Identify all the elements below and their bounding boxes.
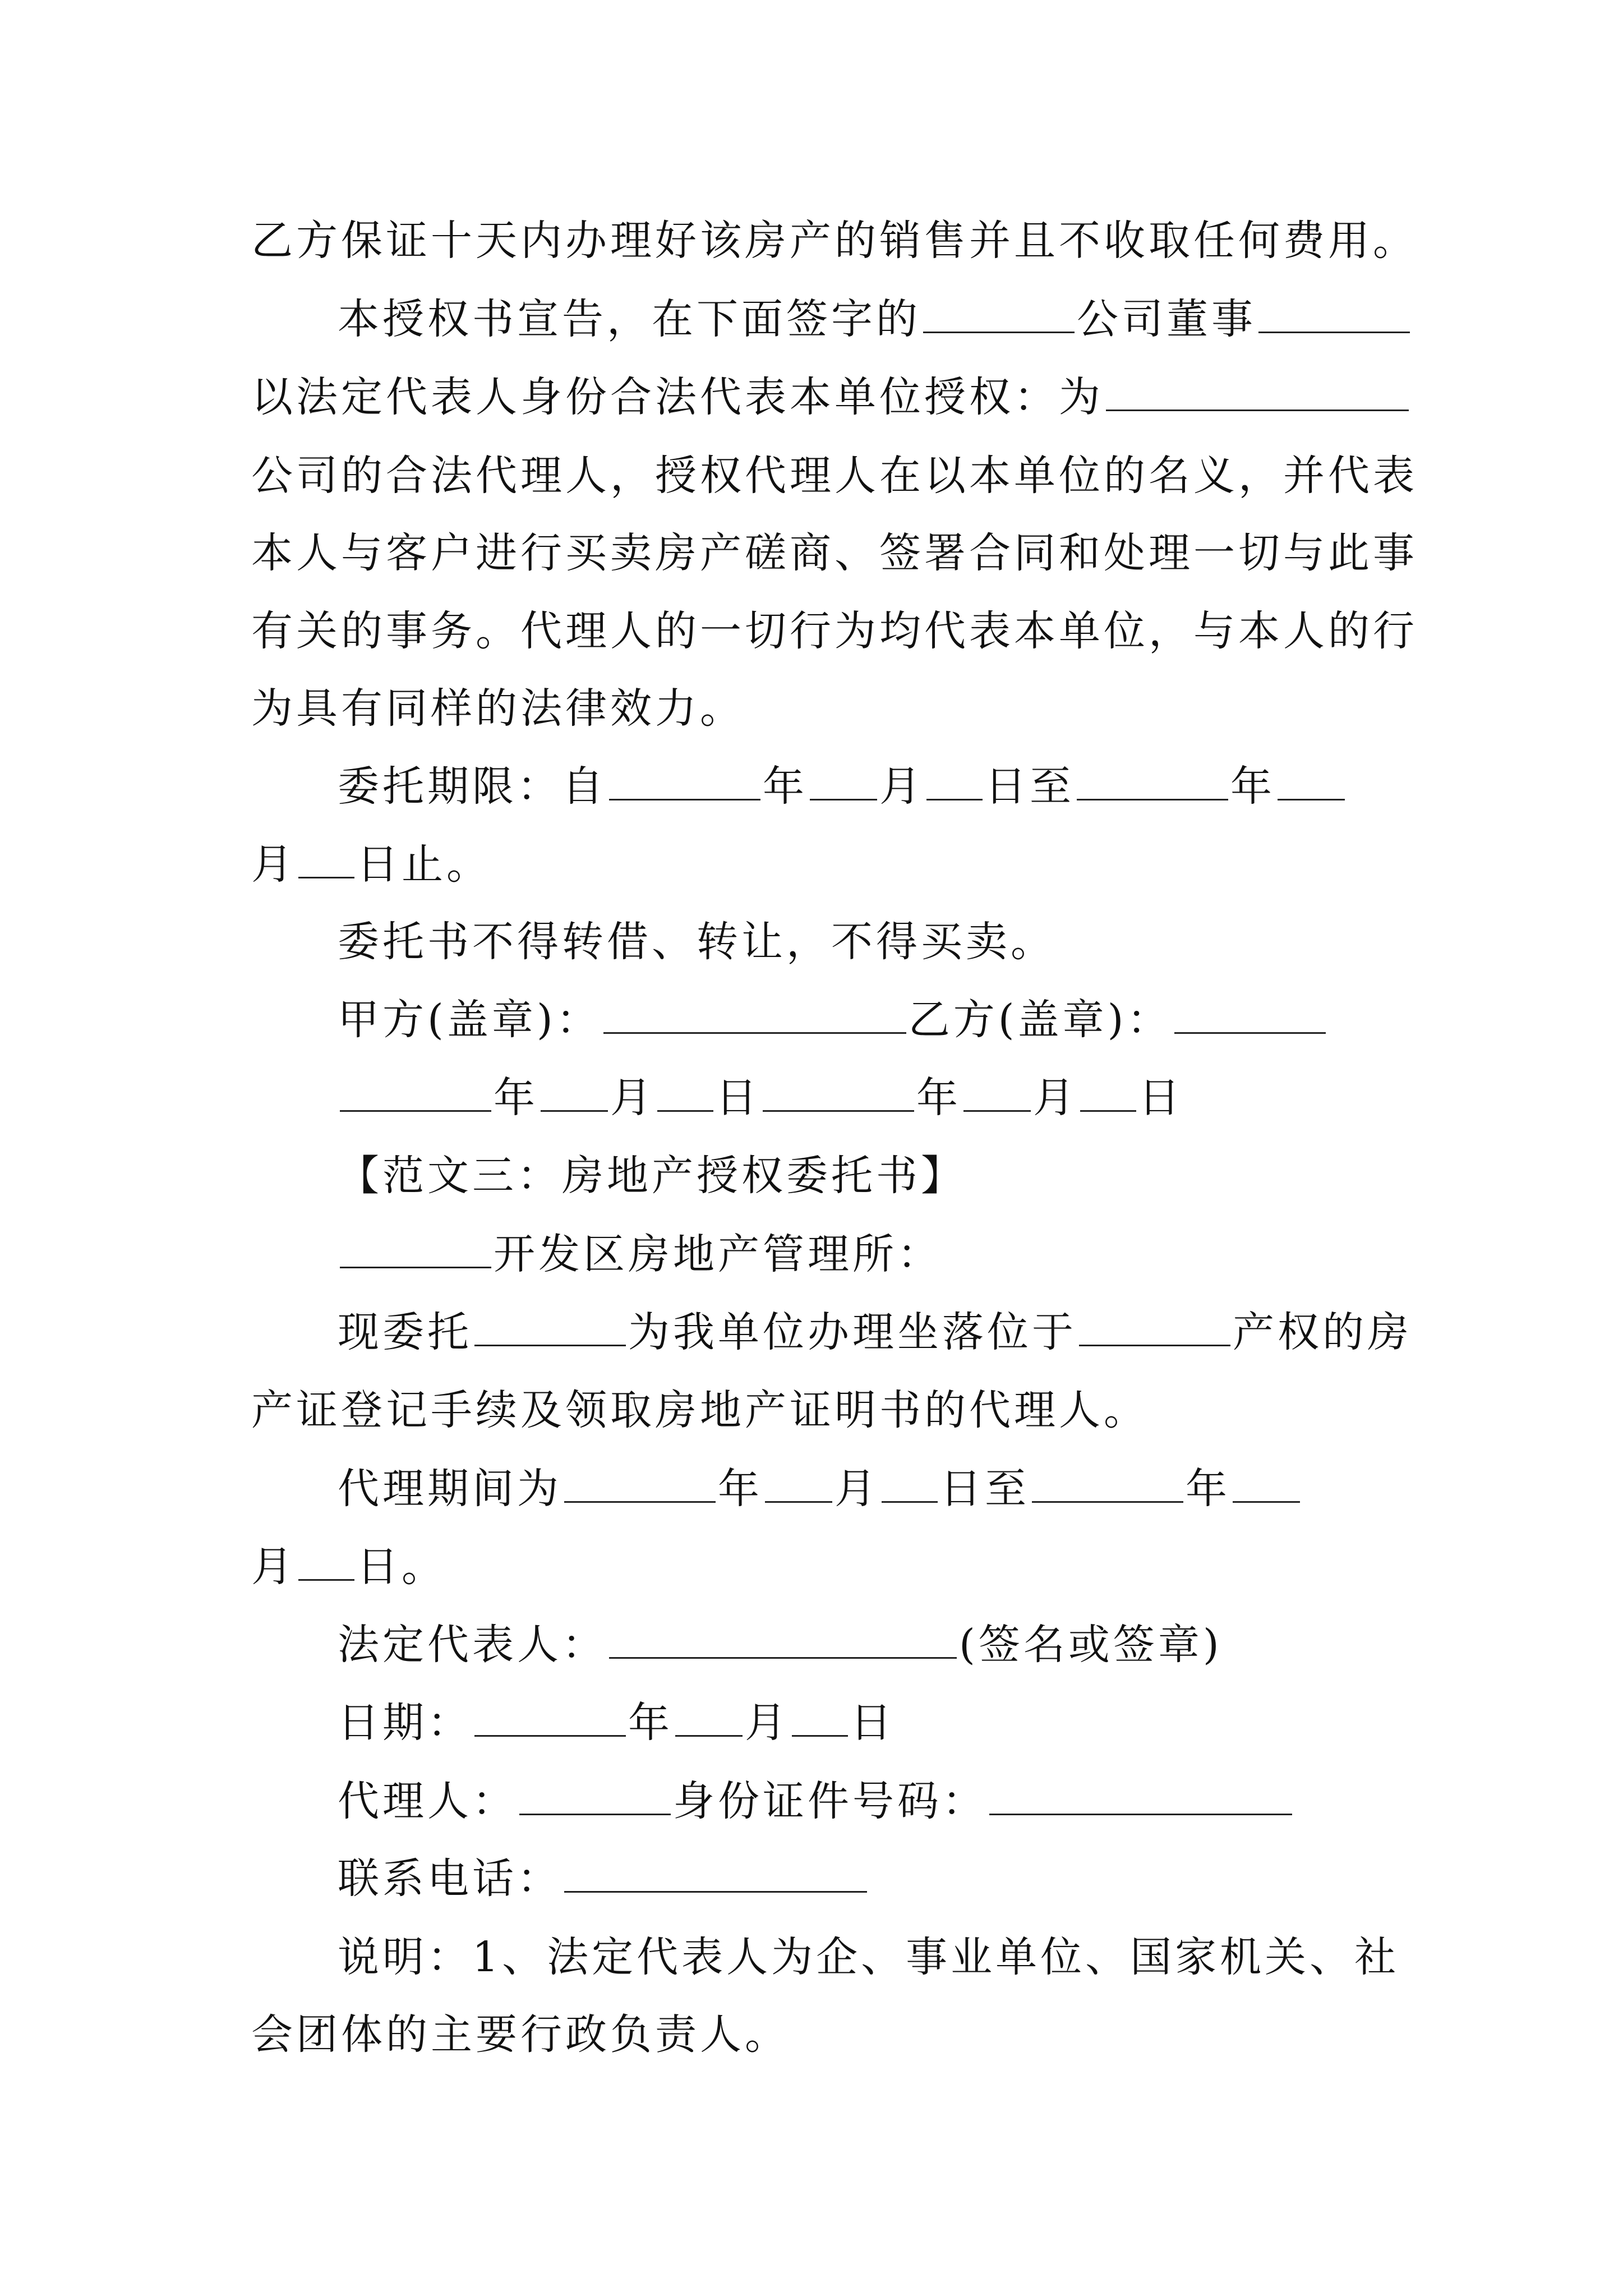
text-run: 公司董事: [1077, 295, 1256, 343]
fill-in-blank: [657, 1075, 713, 1112]
fill-in-blank: [1258, 297, 1410, 333]
text-run: 年: [628, 1699, 673, 1747]
text-run: 产权的房: [1233, 1308, 1412, 1356]
paragraph-line: [251, 1377, 1384, 1444]
text-run: 委托期限：自: [338, 762, 607, 811]
fill-in-blank: [1032, 1466, 1183, 1503]
text-run: 有关的事务。代理人的一切行为均代表本单位，与本人的行: [251, 607, 1418, 655]
text-run: 月: [745, 1699, 790, 1747]
fill-in-blank: [810, 764, 877, 800]
text-run: 月: [834, 1465, 879, 1513]
fill-in-blank: [603, 997, 906, 1034]
text-run: 月: [1033, 1074, 1078, 1122]
paragraph-line: [251, 364, 1384, 431]
paragraph-line: [338, 1768, 1384, 1835]
text-run: 日至: [940, 1465, 1030, 1513]
text-run: 年: [494, 1074, 538, 1122]
fill-in-blank: [564, 1856, 867, 1893]
text-run: 日: [716, 1074, 760, 1122]
text-run: 日止。: [357, 840, 491, 889]
fill-in-blank: [1278, 764, 1345, 800]
text-run: 说明：1、法定代表人为企、事业单位、国家机关、社: [338, 1933, 1400, 1981]
text-run: 甲方(盖章)：: [338, 996, 601, 1044]
fill-in-blank: [963, 1075, 1031, 1112]
text-run: 月: [251, 1543, 296, 1591]
fill-in-blank: [340, 1075, 491, 1112]
text-run: 日期：: [338, 1699, 472, 1747]
text-run: 月: [879, 762, 924, 811]
text-run: 代理人：: [338, 1777, 517, 1825]
paragraph-line: [251, 2001, 1384, 2068]
text-run: 代理期间为: [338, 1465, 562, 1513]
paragraph-line: [338, 286, 1384, 353]
paragraph-line: [251, 1533, 1384, 1600]
fill-in-blank: [564, 1466, 716, 1503]
paragraph-line: [338, 1221, 1384, 1288]
text-run: 为具有同样的法律效力。: [251, 684, 745, 733]
text-run: 身份证件号码：: [673, 1777, 987, 1825]
paragraph-line: [338, 1924, 1400, 1991]
text-run: 日: [850, 1699, 895, 1747]
fill-in-blank: [609, 1622, 957, 1659]
paragraph-line: [251, 831, 1384, 898]
text-run: 【范文三：房地产授权委托书】: [338, 1152, 966, 1200]
fill-in-blank: [1233, 1466, 1300, 1503]
fill-in-blank: [298, 1544, 354, 1581]
fill-in-blank: [923, 297, 1075, 333]
fill-in-blank: [474, 1310, 626, 1346]
text-run: 产证登记手续及领取房地产证明书的代理人。: [251, 1386, 1149, 1434]
text-run: 乙方保证十天内办理好该房产的销售并且不收取任何费用。: [251, 217, 1418, 265]
text-run: 现委托: [338, 1308, 472, 1356]
text-run: (签名或签章): [959, 1621, 1223, 1669]
text-run: 年: [1230, 762, 1275, 811]
fill-in-blank: [792, 1700, 848, 1737]
paragraph-line: [338, 908, 1384, 976]
fill-in-blank: [1080, 1075, 1136, 1112]
text-run: 日。: [357, 1543, 446, 1591]
fill-in-blank: [609, 764, 760, 800]
paragraph-line: [251, 442, 1418, 509]
text-run: 联系电话：: [338, 1855, 562, 1903]
text-run: 日: [1138, 1074, 1183, 1122]
fill-in-blank: [763, 1075, 914, 1112]
text-run: 公司的合法代理人，授权代理人在以本单位的名义，并代表: [251, 452, 1418, 500]
paragraph-line: [338, 986, 1384, 1053]
paragraph-line: [251, 207, 1418, 274]
fill-in-blank: [989, 1779, 1292, 1815]
paragraph-line: [338, 1845, 1384, 1912]
fill-in-blank: [1106, 375, 1409, 411]
text-run: 月: [251, 840, 296, 889]
paragraph-line: [251, 519, 1418, 587]
text-run: 乙方(盖章)：: [908, 996, 1172, 1044]
fill-in-blank: [1077, 764, 1228, 800]
text-run: 年: [916, 1074, 961, 1122]
fill-in-blank: [765, 1466, 832, 1503]
text-run: 委托书不得转借、转让，不得买卖。: [338, 918, 1055, 966]
fill-in-blank: [1174, 997, 1326, 1034]
fill-in-blank: [675, 1700, 743, 1737]
text-run: 本人与客户进行买卖房产磋商、签署合同和处理一切与此事: [251, 529, 1418, 577]
paragraph-line: [338, 1455, 1384, 1522]
fill-in-blank: [298, 842, 354, 878]
section-heading: [338, 1142, 1384, 1209]
fill-in-blank: [474, 1700, 626, 1737]
text-run: 开发区房地产管理所：: [494, 1230, 942, 1278]
text-run: 月: [610, 1074, 655, 1122]
text-run: 以法定代表人身份合法代表本单位授权：为: [251, 373, 1104, 421]
paragraph-line: [338, 753, 1384, 820]
fill-in-blank: [340, 1232, 491, 1268]
fill-in-blank: [882, 1466, 938, 1503]
text-run: 年: [763, 762, 808, 811]
paragraph-line: [338, 1299, 1412, 1366]
text-run: 为我单位办理坐落位于: [628, 1308, 1077, 1356]
text-run: 会团体的主要行政负责人。: [251, 2010, 790, 2059]
text-run: 本授权书宣告，在下面签字的: [338, 295, 921, 343]
paragraph-line: [251, 597, 1418, 665]
text-run: 日至: [985, 762, 1075, 811]
fill-in-blank: [541, 1075, 608, 1112]
paragraph-line: [251, 675, 1384, 742]
text-run: 年: [1186, 1465, 1230, 1513]
text-run: 法定代表人：: [338, 1621, 607, 1669]
fill-in-blank: [519, 1779, 671, 1815]
text-run: 年: [718, 1465, 763, 1513]
fill-in-blank: [1079, 1310, 1230, 1346]
paragraph-line: [338, 1689, 1384, 1756]
paragraph-line: [338, 1064, 1384, 1131]
fill-in-blank: [926, 764, 983, 800]
paragraph-line: [338, 1611, 1384, 1678]
